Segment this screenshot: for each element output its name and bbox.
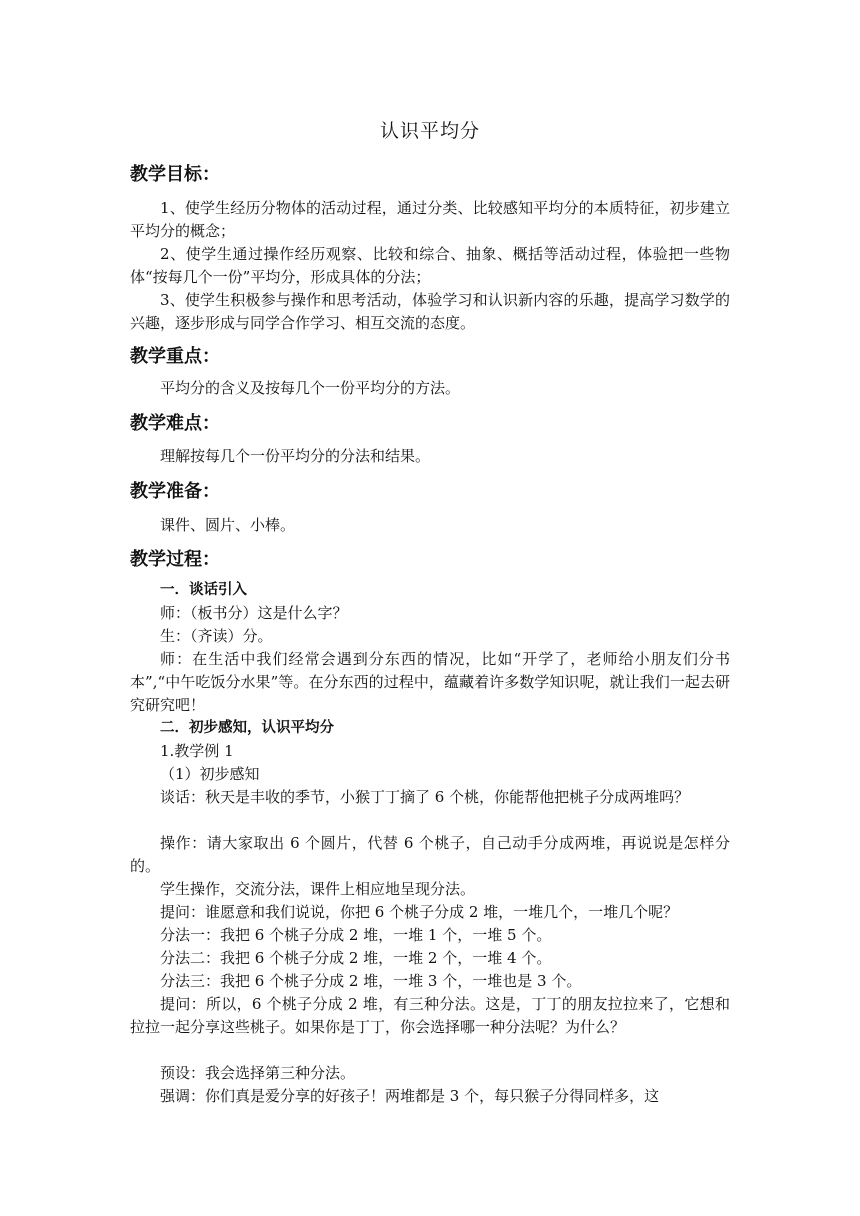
process-paragraph: 操作：请大家取出 6 个圆片，代替 6 个桃子，自己动手分成两堆，再说说是怎样分的。 xyxy=(130,834,730,875)
key-points-text: 平均分的含义及按每几个一份平均分的方法。 xyxy=(160,379,461,397)
process-line: 预设：我会选择第三种分法。 xyxy=(160,1064,356,1082)
process-line: 提问：谁愿意和我们说说，你把 6 个桃子分成 2 堆，一堆几个，一堆几个呢？ xyxy=(160,903,679,921)
process-line: 分法二：我把 6 个桃子分成 2 堆，一堆 2 个，一堆 4 个。 xyxy=(160,949,552,967)
objective-1: 1、使学生经历分物体的活动过程，通过分类、比较感知平均分的本质特征，初步建立平均分的概念； xyxy=(130,199,730,240)
objective-2: 2、使学生通过操作经历观察、比较和综合、抽象、概括等活动过程，体验把一些物体“按每几个一份”平均分，形成具体的分法； xyxy=(130,245,730,286)
process-line: 师：（板书分）这是什么字？ xyxy=(160,604,348,622)
document-title: 认识平均分 xyxy=(379,120,480,142)
difficulties-heading: 教学难点： xyxy=(130,413,220,434)
process-paragraph: 师：在生活中我们经常会遇到分东西的情况，比如“开学了，老师给小朋友们分书本”,“中午吃饭分水果”等。在分东西的过程中，蕴藏着许多数学知识呢，就让我们一起去研究研究吧！ xyxy=(130,650,730,714)
key-points-heading: 教学重点： xyxy=(130,346,220,367)
preparation-heading: 教学准备： xyxy=(130,481,220,502)
objectives-heading: 教学目标： xyxy=(130,164,220,185)
process-paragraph: 谈话：秋天是丰收的季节，小猴丁丁摘了 6 个桃，你能帮他把桃子分成两堆吗？ xyxy=(160,788,690,806)
process-line-intro: 一．谈话引入 xyxy=(160,582,247,598)
process-paragraph: 提问：所以，6 个桃子分成 2 堆，有三种分法。这是，丁丁的朋友拉拉来了，它想和拉拉一起分享这些桃子。如果你是丁丁，你会选择哪一种分法呢？为什么？ xyxy=(130,995,730,1036)
process-heading: 教学过程： xyxy=(130,549,220,570)
process-line: 1.教学例 1 xyxy=(160,742,234,760)
process-line: 学生操作，交流分法，课件上相应地呈现分法。 xyxy=(160,880,476,898)
preparation-text: 课件、圆片、小棒。 xyxy=(160,516,296,534)
objective-3: 3、使学生积极参与操作和思考活动，体验学习和认识新内容的乐趣，提高学习数学的兴趣，逐步形成与同学合作学习、相互交流的态度。 xyxy=(130,291,730,332)
difficulties-text: 理解按每几个一份平均分的分法和结果。 xyxy=(160,447,431,465)
process-line: 分法三：我把 6 个桃子分成 2 堆，一堆 3 个，一堆也是 3 个。 xyxy=(160,972,582,990)
process-line: 强调：你们真是爱分享的好孩子！两堆都是 3 个，每只猴子分得同样多，这 xyxy=(160,1087,660,1105)
process-line-section-2: 二．初步感知，认识平均分 xyxy=(160,720,334,736)
process-line: 生：（齐读）分。 xyxy=(160,627,273,645)
process-line: （1）初步感知 xyxy=(160,765,260,783)
process-line: 分法一：我把 6 个桃子分成 2 堆，一堆 1 个，一堆 5 个。 xyxy=(160,926,552,944)
